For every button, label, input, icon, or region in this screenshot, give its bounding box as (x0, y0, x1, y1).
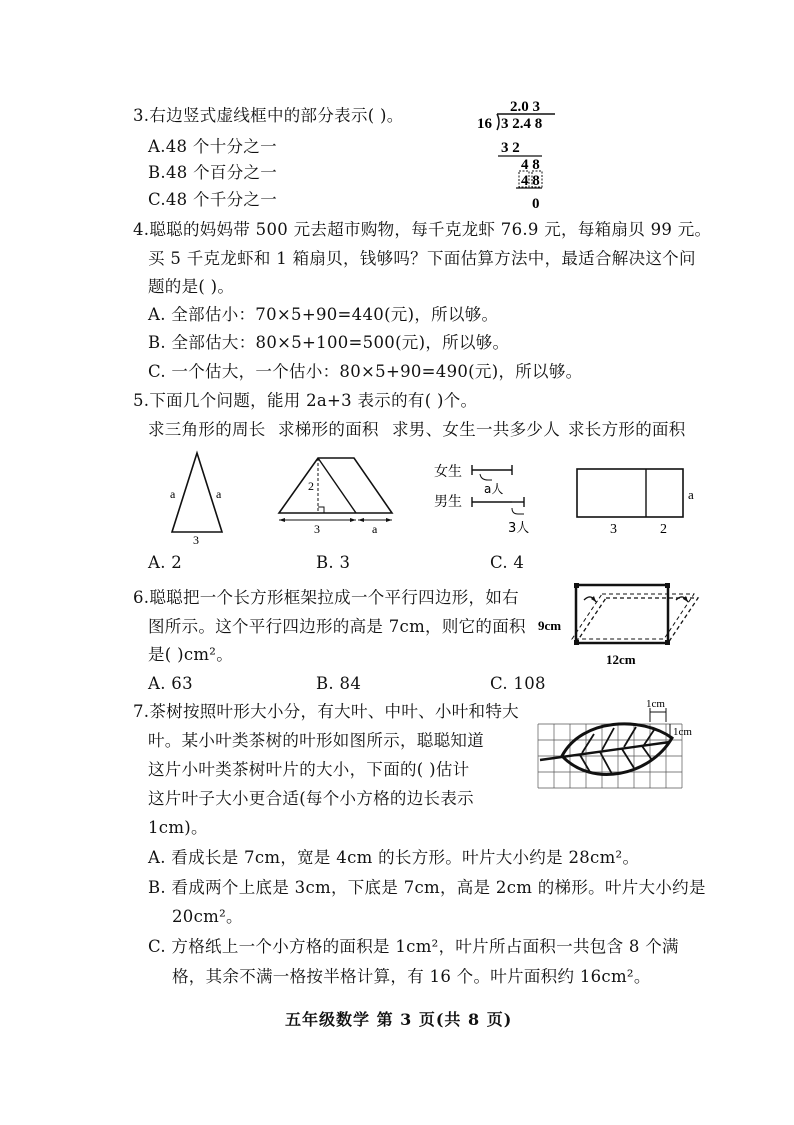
q7-option-c-line-2: 格，其余不满一格按半格计算，有 16 个。叶片面积约 16cm²。 (172, 967, 651, 986)
q7-line-2: 叶。某小叶类茶树的叶形如图所示，聪聪知道 (148, 731, 484, 750)
q5-caption-rectangle: 求长方形的面积 (568, 420, 686, 439)
q4-option-b: B. 全部估大：80×5+100=500(元)，所以够。 (148, 333, 510, 352)
trapezoid-height: 2 (308, 479, 314, 493)
q7-option-c-line-1: C. 方格纸上一个小方格的面积是 1cm²，叶片所占面积一共包含 8 个满 (148, 937, 679, 956)
long-division-figure (470, 96, 580, 216)
div-quotient: 2.0 3 (510, 99, 540, 115)
triangle-side-right: a (216, 487, 222, 501)
q6-option-a: A. 63 (148, 674, 193, 693)
q3-stem: 3.右边竖式虚线框中的部分表示( )。 (133, 106, 404, 125)
parallelogram-height-label: 9cm (538, 618, 562, 633)
leaf-grid-height-label: 1cm (673, 726, 692, 738)
q6-line-2: 图所示。这个平行四边形的高是 7cm，则它的面积 (148, 617, 526, 636)
trapezoid-figure (276, 448, 406, 538)
q4-line-3: 题的是( )。 (148, 277, 235, 296)
q4-option-a: A. 全部估小：70×5+90=440(元)，所以够。 (148, 305, 499, 324)
rectangle-figure (574, 466, 704, 541)
q6-option-b: B. 84 (316, 674, 362, 693)
q5-stem: 5.下面几个问题，能用 2a+3 表示的有( )个。 (133, 391, 478, 410)
q5-option-a: A. 2 (148, 553, 183, 572)
q6-line-3: 是( )cm²。 (148, 645, 234, 664)
students-figure (432, 460, 542, 545)
rectangle-w2: 2 (660, 522, 667, 537)
q7-line-1: 7.茶树按照叶形大小分，有大叶、中叶、小叶和特大 (133, 702, 519, 721)
div-dividend: 3 2.4 8 (501, 116, 543, 132)
leaf-grid-figure (532, 698, 704, 800)
q3-option-a: A.48 个十分之一 (148, 137, 277, 156)
div-step1: 3 2 (501, 140, 520, 156)
q6-line-1: 6.聪聪把一个长方形框架拉成一个平行四边形，如右 (133, 588, 519, 607)
div-divisor: 16 (477, 116, 492, 132)
div-step3: 4 8 (521, 173, 540, 189)
students-more: 3人 (508, 521, 530, 536)
q4-line-1: 4.聪聪的妈妈带 500 元去超市购物，每千克龙虾 76.9 元，每箱扇贝 99 元。 (133, 220, 712, 239)
q7-line-3: 这片小叶类茶树叶片的大小，下面的( )估计 (148, 760, 470, 779)
q5-option-b: B. 3 (316, 553, 351, 572)
leaf-grid-width-label: 1cm (646, 698, 665, 710)
triangle-side-left: a (170, 487, 176, 501)
div-remainder: 0 (532, 196, 540, 212)
q5-caption-students: 求男、女生一共多少人 (392, 420, 560, 439)
q5-caption-triangle: 求三角形的周长 (148, 420, 266, 439)
q7-option-b-line-1: B. 看成两个上底是 3cm，下底是 7cm，高是 2cm 的梯形。叶片大小约是 (148, 878, 706, 897)
page-footer: 五年级数学 第 3 页(共 8 页) (285, 1010, 513, 1029)
q4-option-c: C. 一个估大，一个估小：80×5+90=490(元)，所以够。 (148, 362, 583, 381)
q4-line-2: 买 5 千克龙虾和 1 箱扇贝，钱够吗？下面估算方法中，最适合解决这个问 (148, 249, 696, 268)
triangle-figure (160, 448, 240, 548)
q3-option-b: B.48 个百分之一 (148, 163, 278, 182)
students-diff: a人 (484, 482, 504, 496)
q7-option-a: A. 看成长是 7cm，宽是 4cm 的长方形。叶片大小约是 28cm²。 (148, 848, 640, 867)
q7-option-b-line-2: 20cm²。 (172, 907, 243, 926)
parallelogram-width-label: 12cm (606, 652, 636, 667)
students-girls: 女生 (434, 464, 462, 480)
q6-option-c: C. 108 (490, 674, 546, 693)
q7-line-4: 这片叶子大小更合适(每个小方格的边长表示 (148, 789, 474, 808)
rectangle-h: a (688, 487, 694, 502)
trapezoid-base: 3 (314, 522, 320, 536)
q5-option-c: C. 4 (490, 553, 525, 572)
q7-line-5: 1cm)。 (148, 818, 208, 837)
q3-option-c: C.48 个千分之一 (148, 190, 278, 209)
q5-caption-trapezoid: 求梯形的面积 (278, 420, 379, 439)
students-boys: 男生 (434, 494, 462, 510)
div-step2: 4 8 (521, 157, 540, 173)
rectangle-w1: 3 (610, 522, 617, 537)
triangle-base: 3 (193, 533, 199, 547)
trapezoid-extra: a (372, 522, 378, 536)
parallelogram-figure (536, 578, 716, 670)
